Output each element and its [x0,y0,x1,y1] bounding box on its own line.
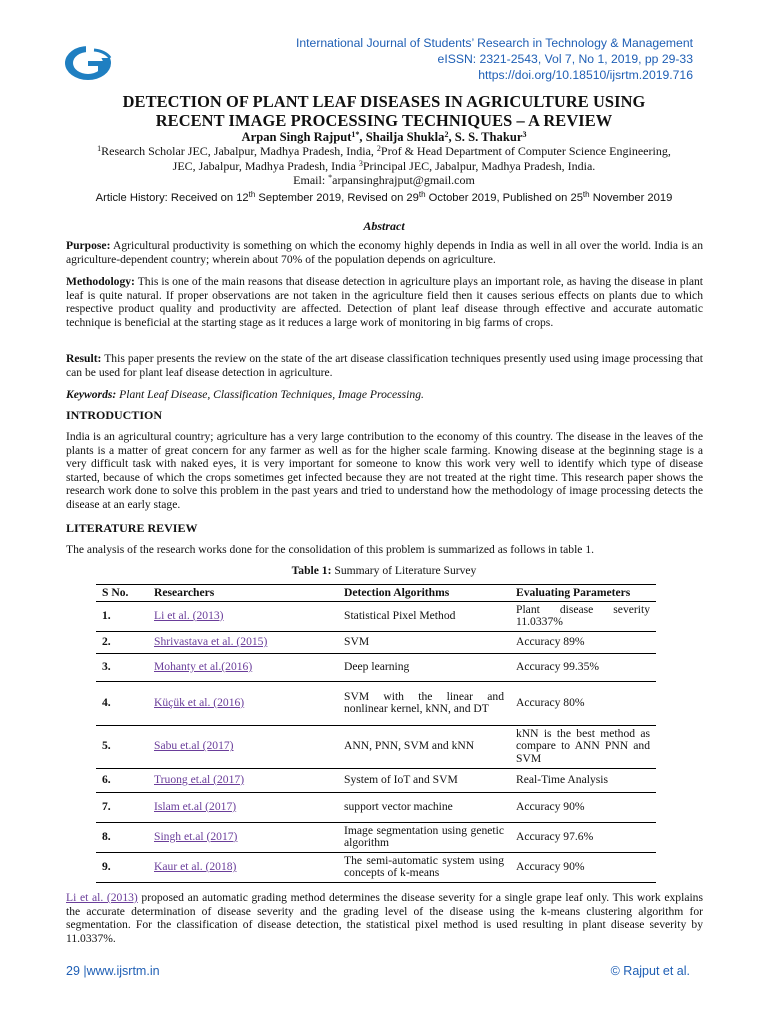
researcher-link-cell [148,792,338,822]
email-line [66,173,702,188]
row-number: 9. [102,860,111,874]
researcher-link[interactable]: Truong et.al (2017) [154,772,245,786]
email-sup: * [328,173,333,182]
researcher-link-cell [148,601,338,631]
table-row [96,653,656,681]
detection-algorithm: ANN, PNN, SVM and kNN [344,739,475,753]
researcher-link[interactable]: Mohanty et al.(2016) [154,659,253,673]
author-3: S. S. Thakur [454,130,523,144]
row-number: 3. [102,659,111,673]
row-number-cell [96,768,148,792]
introduction-paragraph: India is an agricultural country; agriculture has a very large contribution to the economy of this country. The disease in the leaves of the plants is a matter of great concern for any farmer as well as for the higher scale farming. Knowing disease at the beginning stage is a very difficult task with naked eyes, it is very important for someone to know this work very well to identify which type of disease started, because of which the crops sometimes get infected because they are not treated at the right time. This research paper shows the research work done to solve this problem in the past years and tried to understand how the methodology of image processing detects the disease at an early stage. [66,430,703,511]
author-1-sup: 1* [351,130,360,139]
affil-text-1: Research Scholar JEC, Jabalpur, Madhya Pradesh, India, [101,144,377,158]
doi-link[interactable]: https://doi.org/10.18510/ijsrtm.2019.716 [478,68,693,82]
purpose-text: Agricultural productivity is something on which the economy highly depends in India as well in all over the world. India is an agriculture-dependent country; wherein about 70% of the population depends on agriculture. [66,239,703,266]
evaluating-parameter-cell [510,681,656,725]
table-caption-label: Table 1: [291,564,332,577]
row-number-cell [96,725,148,768]
table-row [96,852,656,882]
detection-algorithm-cell [338,725,510,768]
purpose-paragraph [66,239,703,266]
detection-algorithm-cell [338,653,510,681]
header-parameters: Evaluating Parameters [510,585,656,602]
affil-sup-3: 3 [358,158,363,168]
affiliation-line-1 [66,144,702,159]
detection-algorithm: Statistical Pixel Method [344,608,456,622]
footer-site-link[interactable]: |www.ijsrtm.in [79,964,160,978]
history-part-3: October 2019, Published on 25 [425,192,583,204]
header-sno: S No. [96,585,148,602]
email-label: Email: [293,173,329,187]
row-number: 1. [102,608,111,622]
row-number: 5. [102,739,111,753]
affil-text-4: Principal JEC, Jabalpur, Madhya Pradesh, India. [362,158,596,173]
affil-text-2: Prof & Head Department of Computer Science Engineering, [380,144,671,158]
row-number-cell [96,792,148,822]
row-number: 6. [102,772,111,786]
detection-algorithm-cell [338,601,510,631]
author-1: Arpan Singh Rajput [241,130,352,144]
evaluating-parameter: Accuracy 99.35% [516,659,600,673]
detection-algorithm: SVM with the linear and nonlinear kernel, kNN, and DT [344,689,504,716]
researcher-link[interactable]: Sabu et.al (2017) [154,739,234,753]
page-number: 29 [66,964,80,978]
affil-text-3: JEC, Jabalpur, Madhya Pradesh, India [172,158,359,173]
history-sup-3: th [582,190,590,199]
closing-paragraph [66,891,703,945]
detection-algorithm: System of IoT and SVM [344,772,458,786]
introduction-heading: INTRODUCTION [66,408,163,422]
table-row [96,631,656,653]
literature-review-paragraph: The analysis of the research works done for the consolidation of this problem is summarized as follows in table 1. [66,543,595,556]
paper-title [66,92,702,130]
evaluating-parameter: Accuracy 89% [516,634,585,648]
title-line-1: DETECTION OF PLANT LEAF DISEASES IN AGRICULTURE USING [122,92,646,111]
history-part-4: November 2019 [589,192,673,204]
journal-header [296,35,693,83]
researcher-link-cell [148,631,338,653]
detection-algorithm-cell [338,768,510,792]
researcher-link[interactable]: Shrivastava et al. (2015) [154,634,268,648]
row-number-cell [96,852,148,882]
detection-algorithm: support vector machine [344,799,453,813]
researcher-link-cell [148,822,338,852]
detection-algorithm-cell [338,792,510,822]
researcher-link[interactable]: Islam et.al (2017) [154,799,237,813]
evaluating-parameter-cell [510,601,656,631]
researcher-link-cell [148,768,338,792]
row-number: 4. [102,695,111,709]
methodology-text: This is one of the main reasons that disease detection in agriculture plays an important role, as having the disease in plant leaf is quite natural. If proper observations are not taken in the agriculture field then it causes serious effects on plants due to which respective product quality and productivity are affected. Detection of plant leaf disease through effective and accurate automatic technique is beneficial at the starting stage as it reduces a large work of monitoring in big farms of crops. [66,275,703,329]
evaluating-parameter-cell [510,852,656,882]
table-row [96,822,656,852]
detection-algorithm: SVM [344,634,370,648]
researcher-link-cell [148,852,338,882]
history-part-1: Article History: Received on 12 [95,192,249,204]
detection-algorithm: The semi-automatic system using concepts of k-means [344,853,504,880]
row-number-cell [96,822,148,852]
abstract-heading: Abstract [363,219,405,233]
detection-algorithm: Image segmentation using genetic algorithm [344,823,504,850]
evaluating-parameter: Real-Time Analysis [516,772,609,786]
history-sup-2: th [418,190,426,199]
author-2-sup: 2 [444,130,449,139]
keywords-label: Keywords: [66,388,117,401]
footer-copyright: © Rajput et al. [610,964,690,978]
affiliations [66,144,702,188]
table-row [96,768,656,792]
footer-left [66,964,160,978]
table-header-row [96,585,656,602]
detection-algorithm-cell [338,681,510,725]
header-researchers: Researchers [148,585,338,602]
researcher-link[interactable]: Küçük et al. (2016) [154,695,245,709]
author-list: Arpan Singh Rajput$^{1*}$, Shailja Shukla$^2$, S. S. Thakur$^3$ [241,130,527,144]
researcher-link[interactable]: Li et al. (2013) [154,608,224,622]
evaluating-parameter: Plant disease severity 11.0337% [516,602,650,629]
table-caption-text: Summary of Literature Survey [331,564,477,577]
literature-table [96,584,656,883]
result-label: Result: [66,352,102,365]
history-part-2: September 2019, Revised on 29 [255,192,419,204]
affil-sup-2: 2 [376,144,381,153]
literature-review-heading: LITERATURE REVIEW [66,521,198,535]
researcher-link[interactable]: Kaur et al. (2018) [154,860,237,874]
table-caption [66,564,702,577]
closing-text: proposed an automatic grading method determines the disease severity for a single grape leaf only. This work explains the accurate determination of disease severity and the grading level of the disease using the k-means clustering algorithm for segmentation. For the classification of disease detection, the statistical pixel method is used resulting in plant disease severity by 11.0337%. [66,891,703,945]
header-algorithms: Detection Algorithms [338,585,510,602]
affil-sup-1: 1 [97,144,102,153]
evaluating-parameter-cell [510,768,656,792]
history-sup-1: th [248,190,256,199]
row-number: 7. [102,799,111,813]
result-text: This paper presents the review on the state of the art disease classification techniques presently used using image processing that can be used for plant leaf disease detection in agriculture. [66,352,703,379]
keywords-text: Plant Leaf Disease, Classification Techniques, Image Processing. [116,388,424,401]
evaluating-parameter: Accuracy 90% [516,860,585,874]
researcher-link-cell [148,681,338,725]
evaluating-parameter: kNN is the best method as compare to ANN PNN and SVM [516,726,650,765]
evaluating-parameter-cell [510,822,656,852]
journal-logo-icon [64,44,112,82]
evaluating-parameter-cell [510,725,656,768]
row-number-cell [96,681,148,725]
table-row [96,601,656,631]
article-history [40,192,728,204]
evaluating-parameter-cell [510,653,656,681]
evaluating-parameter: Accuracy 80% [516,695,585,709]
keywords-paragraph [66,388,703,402]
methodology-paragraph [66,275,703,329]
researcher-link[interactable]: Singh et.al (2017) [154,829,238,843]
email-address[interactable]: arpansinghrajput@gmail.com [332,173,475,187]
closing-reference-link[interactable]: Li et al. (2013) [66,891,138,904]
title-line-2: RECENT IMAGE PROCESSING TECHNIQUES – A REVIEW [155,111,613,130]
row-number-cell [96,601,148,631]
researcher-link-cell [148,653,338,681]
evaluating-parameter-cell [510,792,656,822]
detection-algorithm-cell [338,822,510,852]
issn-line: eISSN: 2321-2543, Vol 7, No 1, 2019, pp 29-33 [437,52,693,66]
detection-algorithm-cell [338,631,510,653]
evaluating-parameter-cell [510,631,656,653]
result-paragraph [66,352,703,379]
author-2: Shailja Shukla [365,130,445,144]
detection-algorithm-cell [338,852,510,882]
methodology-label: Methodology: [66,275,135,288]
table-row [96,792,656,822]
journal-name: International Journal of Students’ Research in Technology & Management [295,36,693,50]
affiliation-line-2 [66,159,702,174]
evaluating-parameter: Accuracy 97.6% [516,829,594,843]
author-3-sup: 3 [522,130,527,139]
detection-algorithm: Deep learning [344,659,410,673]
row-number: 8. [102,829,111,843]
row-number-cell [96,631,148,653]
table-row [96,725,656,768]
row-number-cell [96,653,148,681]
row-number: 2. [102,634,111,648]
purpose-label: Purpose: [66,239,111,252]
researcher-link-cell [148,725,338,768]
evaluating-parameter: Accuracy 90% [516,799,585,813]
table-row [96,681,656,725]
